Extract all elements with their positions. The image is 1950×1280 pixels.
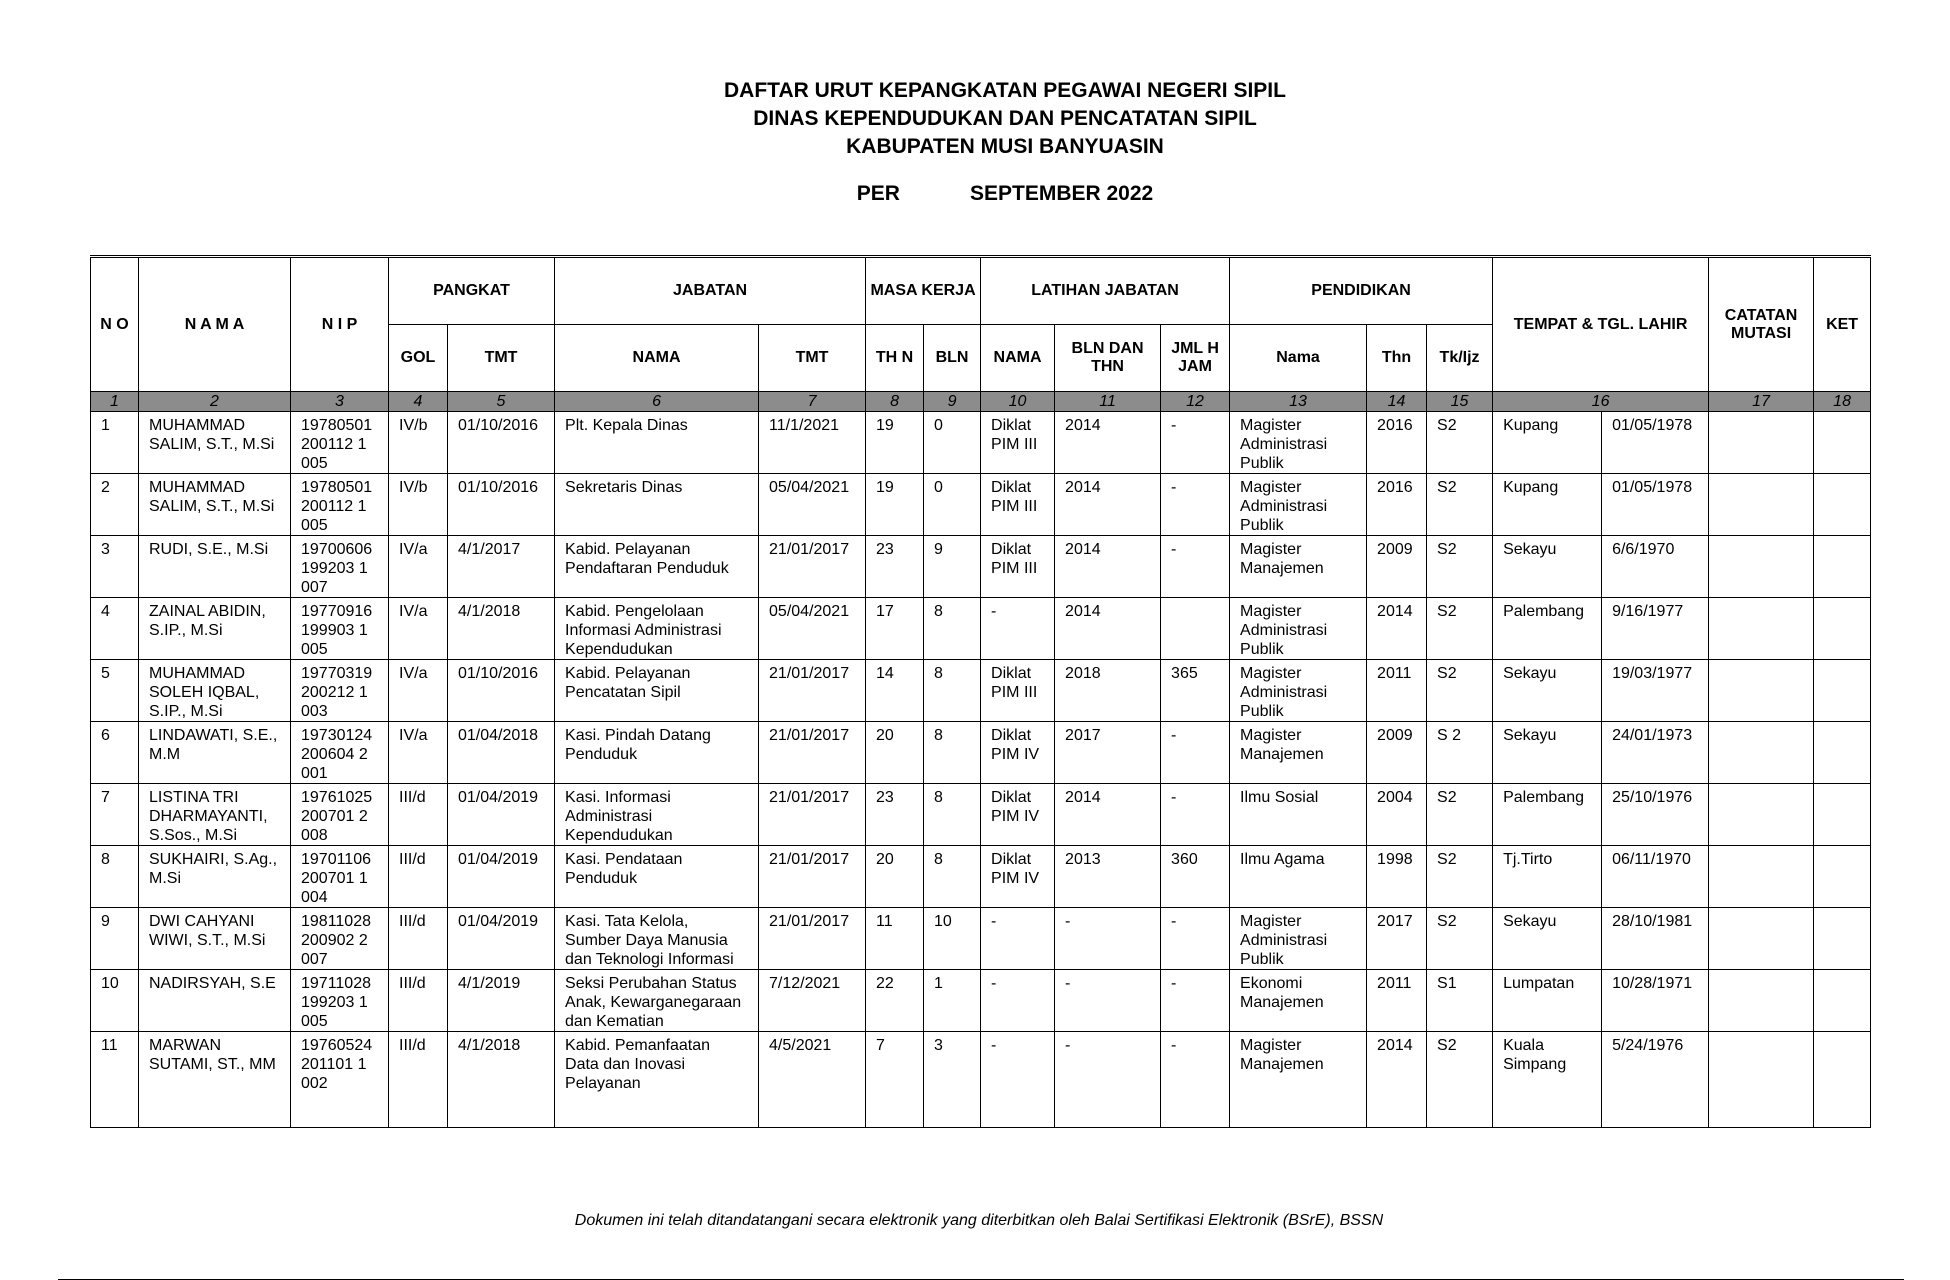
cell-pend-thn: 2014 — [1367, 1032, 1427, 1128]
colnum-3: 3 — [291, 392, 389, 412]
col-pangkat: PANGKAT — [389, 257, 555, 325]
cell-nama: RUDI, S.E., M.Si — [139, 536, 291, 598]
duk-table — [90, 255, 1871, 1128]
cell-catatan — [1709, 784, 1814, 846]
cell-jml: - — [1161, 536, 1230, 598]
e-signature-note: Dokumen ini telah ditandatangani secara elektronik yang diterbitkan oleh Balai Sertifikasi Elektronik (BSrE), BSSN — [574, 1212, 1384, 1229]
cell-no: 8 — [91, 846, 139, 908]
cell-gol: IV/a — [389, 536, 448, 598]
colnum-9: 9 — [924, 392, 981, 412]
table-body — [91, 412, 1871, 1128]
colnum-10: 10 — [981, 392, 1055, 412]
cell-bln: 0 — [924, 474, 981, 536]
cell-tempat: Sekayu — [1493, 660, 1602, 722]
cell-bln: 10 — [924, 908, 981, 970]
col-jabatan-nama: NAMA — [555, 325, 759, 392]
cell-catatan — [1709, 722, 1814, 784]
table-row — [91, 1032, 1871, 1128]
cell-pendidikan: Magister Administrasi Publik — [1230, 474, 1367, 536]
cell-gol: III/d — [389, 1032, 448, 1128]
cell-pendidikan: Ekonomi Manajemen — [1230, 970, 1367, 1032]
cell-ket — [1814, 660, 1871, 722]
cell-pend-thn: 2016 — [1367, 412, 1427, 474]
cell-gol: IV/a — [389, 660, 448, 722]
colnum-6: 6 — [555, 392, 759, 412]
colnum-15: 15 — [1427, 392, 1493, 412]
table-row — [91, 412, 1871, 474]
cell-tgl: 28/10/1981 — [1602, 908, 1709, 970]
cell-nip: 19700606 199203 1 007 — [291, 536, 389, 598]
table-row — [91, 970, 1871, 1032]
col-ttl: TEMPAT & TGL. LAHIR — [1493, 257, 1709, 392]
table-row — [91, 598, 1871, 660]
header-row-1 — [91, 257, 1871, 325]
cell-thn: 22 — [866, 970, 924, 1032]
cell-latihan-thn: 2013 — [1055, 846, 1161, 908]
cell-tmt: 4/1/2018 — [448, 1032, 555, 1128]
cell-bln: 8 — [924, 784, 981, 846]
cell-pendidikan: Magister Manajemen — [1230, 1032, 1367, 1128]
cell-no: 7 — [91, 784, 139, 846]
table-row — [91, 536, 1871, 598]
cell-gol: III/d — [389, 908, 448, 970]
cell-no: 4 — [91, 598, 139, 660]
cell-jabatan: Kasi. Informasi Administrasi Kependudukan — [555, 784, 759, 846]
cell-latihan-thn: - — [1055, 1032, 1161, 1128]
col-masa-kerja: MASA KERJA — [866, 257, 981, 325]
table-row — [91, 784, 1871, 846]
cell-tgl: 01/05/1978 — [1602, 474, 1709, 536]
cell-ket — [1814, 970, 1871, 1032]
cell-nip: 19730124 200604 2 001 — [291, 722, 389, 784]
colnum-8: 8 — [866, 392, 924, 412]
cell-nama: NADIRSYAH, S.E — [139, 970, 291, 1032]
cell-pend-thn: 1998 — [1367, 846, 1427, 908]
cell-tgl: 9/16/1977 — [1602, 598, 1709, 660]
cell-jml: - — [1161, 970, 1230, 1032]
cell-tmt: 01/04/2019 — [448, 908, 555, 970]
cell-jml — [1161, 598, 1230, 660]
cell-nama: LISTINA TRI DHARMAYANTI, S.Sos., M.Si — [139, 784, 291, 846]
cell-no: 9 — [91, 908, 139, 970]
cell-latihan: Diklat PIM III — [981, 412, 1055, 474]
cell-jabatan-tmt: 05/04/2021 — [759, 474, 866, 536]
cell-nip: 19701106 200701 1 004 — [291, 846, 389, 908]
cell-no: 10 — [91, 970, 139, 1032]
title-line-1: DAFTAR URUT KEPANGKATAN PEGAWAI NEGERI SIPIL — [724, 79, 1286, 102]
cell-tgl: 6/6/1970 — [1602, 536, 1709, 598]
cell-jabatan: Kasi. Pindah Datang Penduduk — [555, 722, 759, 784]
cell-gol: III/d — [389, 970, 448, 1032]
cell-thn: 17 — [866, 598, 924, 660]
cell-jml: - — [1161, 722, 1230, 784]
cell-tmt: 01/04/2018 — [448, 722, 555, 784]
cell-jml: - — [1161, 412, 1230, 474]
cell-tempat: Palembang — [1493, 784, 1602, 846]
cell-tk: S 2 — [1427, 722, 1493, 784]
cell-nama: SUKHAIRI, S.Ag., M.Si — [139, 846, 291, 908]
cell-pend-thn: 2009 — [1367, 536, 1427, 598]
cell-ket — [1814, 412, 1871, 474]
cell-latihan: Diklat PIM IV — [981, 722, 1055, 784]
cell-jml: - — [1161, 908, 1230, 970]
cell-tmt: 01/10/2016 — [448, 474, 555, 536]
table-row — [91, 908, 1871, 970]
cell-pend-thn: 2016 — [1367, 474, 1427, 536]
col-pendidikan: PENDIDIKAN — [1230, 257, 1493, 325]
title-line-3: KABUPATEN MUSI BANYUASIN — [846, 135, 1164, 158]
cell-tempat: Lumpatan — [1493, 970, 1602, 1032]
cell-jml: - — [1161, 784, 1230, 846]
col-jabatan: JABATAN — [555, 257, 866, 325]
per-label: PER — [856, 182, 900, 205]
col-latihan-nama: NAMA — [981, 325, 1055, 392]
cell-latihan: Diklat PIM III — [981, 474, 1055, 536]
cell-tk: S2 — [1427, 846, 1493, 908]
cell-jabatan-tmt: 7/12/2021 — [759, 970, 866, 1032]
cell-tempat: Kupang — [1493, 474, 1602, 536]
cell-ket — [1814, 1032, 1871, 1128]
cell-jml: - — [1161, 474, 1230, 536]
cell-jabatan-tmt: 4/5/2021 — [759, 1032, 866, 1128]
col-catatan: CATATAN MUTASI — [1709, 257, 1814, 392]
col-pend-thn: Thn — [1367, 325, 1427, 392]
cell-catatan — [1709, 660, 1814, 722]
cell-tk: S2 — [1427, 412, 1493, 474]
cell-bln: 0 — [924, 412, 981, 474]
cell-thn: 19 — [866, 412, 924, 474]
col-thn: TH N — [866, 325, 924, 392]
cell-tmt: 4/1/2017 — [448, 536, 555, 598]
cell-ket — [1814, 784, 1871, 846]
cell-nip: 19780501 200112 1 005 — [291, 412, 389, 474]
cell-nama: MUHAMMAD SALIM, S.T., M.Si — [139, 412, 291, 474]
document-title — [0, 77, 1950, 161]
cell-jabatan-tmt: 21/01/2017 — [759, 660, 866, 722]
cell-jabatan: Kasi. Pendataan Penduduk — [555, 846, 759, 908]
cell-tk: S2 — [1427, 598, 1493, 660]
col-bln: BLN — [924, 325, 981, 392]
colnum-17: 17 — [1709, 392, 1814, 412]
cell-pendidikan: Magister Administrasi Publik — [1230, 598, 1367, 660]
cell-catatan — [1709, 598, 1814, 660]
table-row — [91, 846, 1871, 908]
cell-latihan: Diklat PIM IV — [981, 784, 1055, 846]
cell-latihan-thn: - — [1055, 970, 1161, 1032]
cell-no: 11 — [91, 1032, 139, 1128]
cell-pendidikan: Magister Administrasi Publik — [1230, 660, 1367, 722]
cell-tempat: Tj.Tirto — [1493, 846, 1602, 908]
cell-pend-thn: 2017 — [1367, 908, 1427, 970]
cell-latihan-thn: 2014 — [1055, 598, 1161, 660]
cell-latihan: Diklat PIM IV — [981, 846, 1055, 908]
cell-pend-thn: 2011 — [1367, 660, 1427, 722]
cell-jabatan-tmt: 05/04/2021 — [759, 598, 866, 660]
cell-thn: 7 — [866, 1032, 924, 1128]
col-pend-nama: Nama — [1230, 325, 1367, 392]
cell-no: 6 — [91, 722, 139, 784]
cell-tgl: 01/05/1978 — [1602, 412, 1709, 474]
cell-gol: III/d — [389, 784, 448, 846]
cell-thn: 11 — [866, 908, 924, 970]
cell-ket — [1814, 722, 1871, 784]
colnum-5: 5 — [448, 392, 555, 412]
cell-nama: ZAINAL ABIDIN, S.IP., M.Si — [139, 598, 291, 660]
cell-tk: S2 — [1427, 784, 1493, 846]
cell-gol: IV/a — [389, 722, 448, 784]
cell-ket — [1814, 598, 1871, 660]
table-row — [91, 660, 1871, 722]
col-latihan-jml: JML H JAM — [1161, 325, 1230, 392]
cell-nip: 19711028 199203 1 005 — [291, 970, 389, 1032]
cell-catatan — [1709, 412, 1814, 474]
cell-gol: IV/b — [389, 474, 448, 536]
cell-no: 3 — [91, 536, 139, 598]
colnum-16: 16 — [1493, 392, 1709, 412]
cell-thn: 19 — [866, 474, 924, 536]
cell-tmt: 4/1/2018 — [448, 598, 555, 660]
colnum-12: 12 — [1161, 392, 1230, 412]
cell-jabatan: Kabid. Pelayanan Pendaftaran Penduduk — [555, 536, 759, 598]
cell-ket — [1814, 474, 1871, 536]
cell-catatan — [1709, 908, 1814, 970]
cell-jabatan-tmt: 21/01/2017 — [759, 908, 866, 970]
cell-latihan: - — [981, 1032, 1055, 1128]
cell-tempat: Palembang — [1493, 598, 1602, 660]
cell-nip: 19761025 200701 2 008 — [291, 784, 389, 846]
cell-catatan — [1709, 474, 1814, 536]
cell-bln: 8 — [924, 722, 981, 784]
cell-pendidikan: Ilmu Sosial — [1230, 784, 1367, 846]
colnum-14: 14 — [1367, 392, 1427, 412]
cell-no: 1 — [91, 412, 139, 474]
cell-latihan-thn: 2017 — [1055, 722, 1161, 784]
cell-tk: S2 — [1427, 660, 1493, 722]
cell-thn: 14 — [866, 660, 924, 722]
cell-tempat: Sekayu — [1493, 536, 1602, 598]
cell-no: 2 — [91, 474, 139, 536]
cell-bln: 8 — [924, 598, 981, 660]
cell-bln: 1 — [924, 970, 981, 1032]
colnum-4: 4 — [389, 392, 448, 412]
cell-tmt: 4/1/2019 — [448, 970, 555, 1032]
colnum-7: 7 — [759, 392, 866, 412]
title-line-2: DINAS KEPENDUDUKAN DAN PENCATATAN SIPIL — [753, 107, 1257, 130]
cell-jabatan-tmt: 21/01/2017 — [759, 722, 866, 784]
cell-jabatan-tmt: 21/01/2017 — [759, 784, 866, 846]
cell-nip: 19811028 200902 2 007 — [291, 908, 389, 970]
cell-nip: 19760524 201101 1 002 — [291, 1032, 389, 1128]
period-value: SEPTEMBER 2022 — [969, 182, 1154, 205]
cell-latihan-thn: 2014 — [1055, 536, 1161, 598]
cell-pend-thn: 2014 — [1367, 598, 1427, 660]
cell-thn: 23 — [866, 784, 924, 846]
cell-jabatan-tmt: 11/1/2021 — [759, 412, 866, 474]
colnum-11: 11 — [1055, 392, 1161, 412]
colnum-18: 18 — [1814, 392, 1871, 412]
cell-tempat: Sekayu — [1493, 722, 1602, 784]
cell-ket — [1814, 536, 1871, 598]
cell-tgl: 5/24/1976 — [1602, 1032, 1709, 1128]
cell-tgl: 19/03/1977 — [1602, 660, 1709, 722]
cell-latihan: - — [981, 908, 1055, 970]
cell-jml: - — [1161, 1032, 1230, 1128]
cell-catatan — [1709, 970, 1814, 1032]
cell-jabatan: Sekretaris Dinas — [555, 474, 759, 536]
table-row — [91, 722, 1871, 784]
cell-bln: 8 — [924, 660, 981, 722]
cell-jabatan-tmt: 21/01/2017 — [759, 846, 866, 908]
cell-jml: 365 — [1161, 660, 1230, 722]
cell-tgl: 06/11/1970 — [1602, 846, 1709, 908]
cell-thn: 23 — [866, 536, 924, 598]
cell-tgl: 25/10/1976 — [1602, 784, 1709, 846]
col-jabatan-tmt: TMT — [759, 325, 866, 392]
cell-tgl: 10/28/1971 — [1602, 970, 1709, 1032]
cell-nama: DWI CAHYANI WIWI, S.T., M.Si — [139, 908, 291, 970]
cell-ket — [1814, 846, 1871, 908]
cell-tk: S1 — [1427, 970, 1493, 1032]
col-nama: N A M A — [139, 257, 291, 392]
cell-thn: 20 — [866, 846, 924, 908]
cell-jabatan: Seksi Perubahan Status Anak, Kewarganegaraan dan Kematian — [555, 970, 759, 1032]
cell-bln: 9 — [924, 536, 981, 598]
cell-jabatan-tmt: 21/01/2017 — [759, 536, 866, 598]
cell-tempat: Kuala Simpang — [1493, 1032, 1602, 1128]
cell-pend-thn: 2004 — [1367, 784, 1427, 846]
cell-tempat: Kupang — [1493, 412, 1602, 474]
col-nip: N I P — [291, 257, 389, 392]
cell-thn: 20 — [866, 722, 924, 784]
cell-latihan: Diklat PIM III — [981, 536, 1055, 598]
cell-nama: MUHAMMAD SOLEH IQBAL, S.IP., M.Si — [139, 660, 291, 722]
cell-jabatan: Kabid. Pemanfaatan Data dan Inovasi Pelayanan — [555, 1032, 759, 1128]
colnum-1: 1 — [91, 392, 139, 412]
cell-latihan-thn: 2014 — [1055, 474, 1161, 536]
cell-nip: 19770916 199903 1 005 — [291, 598, 389, 660]
col-latihan-bln-thn: BLN DAN THN — [1055, 325, 1161, 392]
table-row — [91, 474, 1871, 536]
cell-nama: MUHAMMAD SALIM, S.T., M.Si — [139, 474, 291, 536]
col-gol: GOL — [389, 325, 448, 392]
col-pend-tk: Tk/Ijz — [1427, 325, 1493, 392]
cell-latihan-thn: 2014 — [1055, 412, 1161, 474]
cell-nip: 19770319 200212 1 003 — [291, 660, 389, 722]
cell-no: 5 — [91, 660, 139, 722]
column-number-row — [91, 392, 1871, 412]
cell-pend-thn: 2011 — [1367, 970, 1427, 1032]
cell-pendidikan: Ilmu Agama — [1230, 846, 1367, 908]
cell-tmt: 01/04/2019 — [448, 784, 555, 846]
cell-gol: IV/a — [389, 598, 448, 660]
cell-jml: 360 — [1161, 846, 1230, 908]
cell-tk: S2 — [1427, 908, 1493, 970]
cell-catatan — [1709, 536, 1814, 598]
cell-latihan-thn: - — [1055, 908, 1161, 970]
cell-tk: S2 — [1427, 1032, 1493, 1128]
cell-pendidikan: Magister Manajemen — [1230, 722, 1367, 784]
cell-tempat: Sekayu — [1493, 908, 1602, 970]
cell-tmt: 01/04/2019 — [448, 846, 555, 908]
cell-latihan: Diklat PIM III — [981, 660, 1055, 722]
cell-tgl: 24/01/1973 — [1602, 722, 1709, 784]
colnum-13: 13 — [1230, 392, 1367, 412]
cell-pend-thn: 2009 — [1367, 722, 1427, 784]
cell-ket — [1814, 908, 1871, 970]
col-tmt: TMT — [448, 325, 555, 392]
col-latihan-jabatan: LATIHAN JABATAN — [981, 257, 1230, 325]
cell-latihan: - — [981, 598, 1055, 660]
cell-gol: IV/b — [389, 412, 448, 474]
cell-latihan: - — [981, 970, 1055, 1032]
cell-nama: LINDAWATI, S.E., M.M — [139, 722, 291, 784]
cell-pendidikan: Magister Manajemen — [1230, 536, 1367, 598]
cell-pendidikan: Magister Administrasi Publik — [1230, 908, 1367, 970]
cell-nama: MARWAN SUTAMI, ST., MM — [139, 1032, 291, 1128]
cell-gol: III/d — [389, 846, 448, 908]
cell-tmt: 01/10/2016 — [448, 412, 555, 474]
cell-jabatan: Kabid. Pelayanan Pencatatan Sipil — [555, 660, 759, 722]
cell-latihan-thn: 2014 — [1055, 784, 1161, 846]
col-ket: KET — [1814, 257, 1871, 392]
cell-bln: 8 — [924, 846, 981, 908]
cell-latihan-thn: 2018 — [1055, 660, 1161, 722]
colnum-2: 2 — [139, 392, 291, 412]
cell-nip: 19780501 200112 1 005 — [291, 474, 389, 536]
cell-tk: S2 — [1427, 536, 1493, 598]
cell-jabatan: Plt. Kepala Dinas — [555, 412, 759, 474]
cell-tmt: 01/10/2016 — [448, 660, 555, 722]
col-no: N O — [91, 257, 139, 392]
cell-tk: S2 — [1427, 474, 1493, 536]
cell-pendidikan: Magister Administrasi Publik — [1230, 412, 1367, 474]
period-line — [0, 182, 1950, 206]
cell-catatan — [1709, 1032, 1814, 1128]
cell-jabatan: Kasi. Tata Kelola, Sumber Daya Manusia dan Teknologi Informasi — [555, 908, 759, 970]
cell-jabatan: Kabid. Pengelolaan Informasi Administrasi Kependudukan — [555, 598, 759, 660]
cell-bln: 3 — [924, 1032, 981, 1128]
cell-catatan — [1709, 846, 1814, 908]
